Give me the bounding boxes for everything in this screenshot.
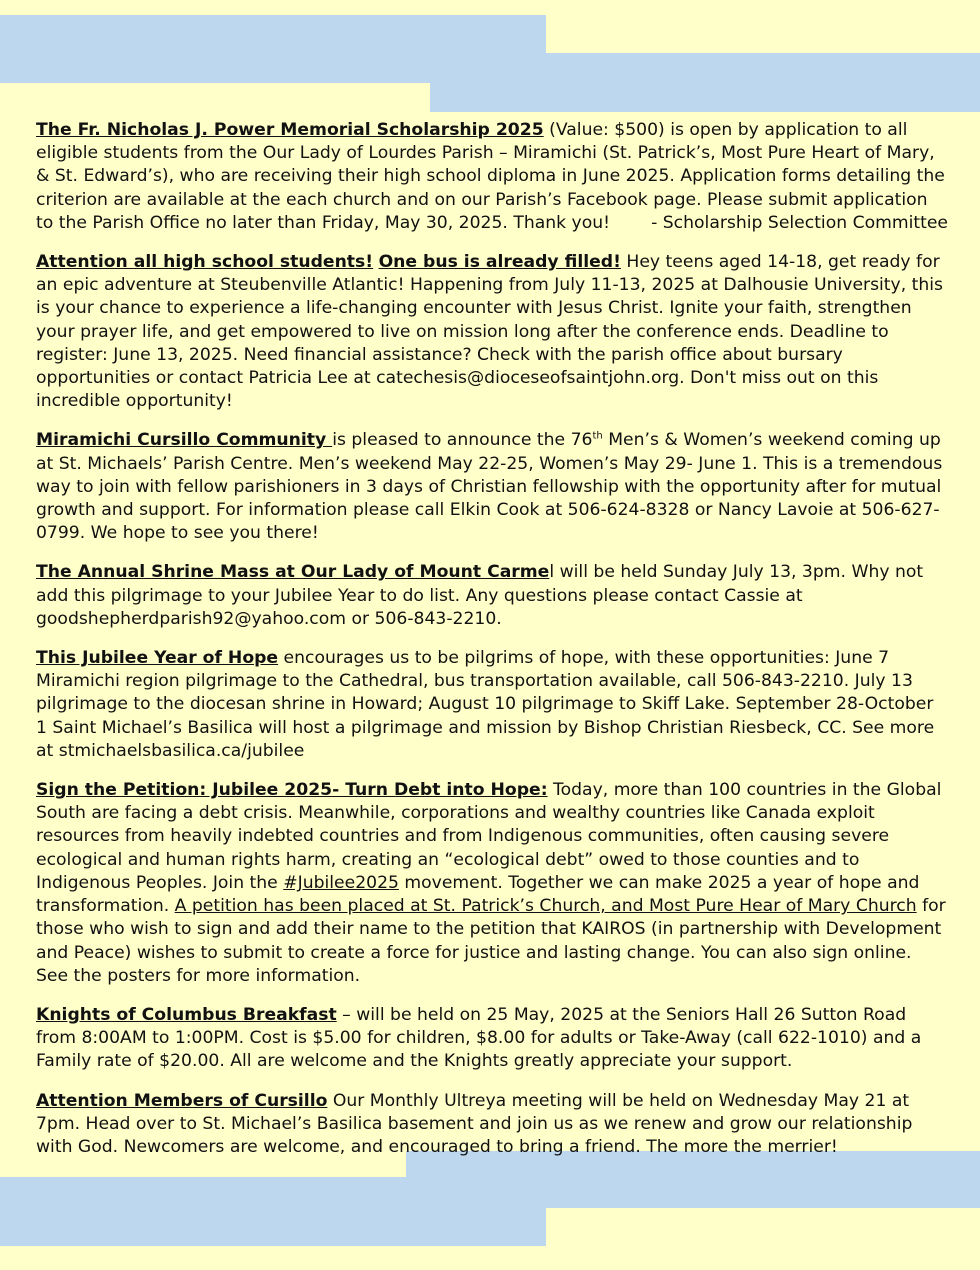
bus-filled-heading: One bus is already filled! bbox=[378, 252, 621, 273]
cursillo-body-a: is pleased to announce the 76 bbox=[332, 430, 593, 451]
ultreya-heading: Attention Members of Cursillo bbox=[36, 1090, 328, 1111]
scholarship-notice bbox=[36, 119, 948, 235]
petition-body-a: Today, more than 100 countries in the Global South are facing a debt crisis. Meanwhile, corporations and wealthy countries like Canada exploit resources from heavily indebted countries and from Indigenous communities, often causing severe ecological and human rights harm, creating an “ecological debt” owed to those counties and to Indigenous Peoples. Join the bbox=[36, 780, 942, 893]
ultreya-notice bbox=[36, 1090, 948, 1160]
bottom-band-left bbox=[0, 1177, 546, 1246]
jubilee-hashtag-link[interactable]: #Jubilee2025 bbox=[283, 872, 399, 893]
cursillo-superscript: th bbox=[592, 430, 603, 442]
scholarship-heading: The Fr. Nicholas J. Power Memorial Scholarship 2025 bbox=[36, 120, 544, 140]
top-band-right bbox=[430, 53, 980, 112]
knights-notice bbox=[36, 1004, 948, 1074]
knights-body: – will be held on 25 May, 2025 at the Seniors Hall 26 Sutton Road from 8:00AM to 1:00PM. Cost is $5.00 for children, $8.00 for adults or Take-Away (call 622-1010) and a Family rate of $20.00. All are welcome and the Knights greatly appreciate your support. bbox=[36, 1004, 922, 1072]
students-body: Hey teens aged 14-18, get ready for an epic adventure at Steubenville Atlantic! Happening from July 11-13, 2025 at Dalhousie University, this is your chance to experience a life-changing encounter with Jesus Christ. Ignite your faith, strengthen your prayer life, and get empowered to live on mission long after the conference ends. Deadline to register: June 13, 2025. Need financial assistance? Check with the parish office about bursary opportunities or contact Patricia Lee at catechesis@dioceseofsaintjohn.org. Don't miss out on this incredible opportunity! bbox=[36, 252, 944, 412]
petition-notice bbox=[36, 779, 948, 988]
knights-heading: Knights of Columbus Breakfast bbox=[36, 1004, 337, 1025]
scholarship-signature: - Scholarship Selection Committee bbox=[651, 212, 948, 233]
jubilee-heading: This Jubilee Year of Hope bbox=[36, 648, 279, 669]
petition-body-c: for those who wish to sign and add their name to the petition that KAIROS (in partnership with Development and Peace) wishes to submit to create a force for justice and lasting change. You can also sign online. See the posters for more information. bbox=[36, 896, 946, 986]
bulletin-content bbox=[36, 119, 948, 1175]
jubilee-notice bbox=[36, 647, 948, 763]
shrine-body: l will be held Sunday July 13, 3pm. Why not add this pilgrimage to your Jubilee Year to do list. Any questions please contact Cassie at goodshepherdparish92@yahoo.com or 506-843-2210. bbox=[36, 562, 924, 629]
students-heading: Attention all high school students! bbox=[36, 252, 374, 273]
cursillo-heading: Miramichi Cursillo Community bbox=[36, 430, 333, 451]
petition-heading: Sign the Petition: Jubilee 2025- Turn Debt into Hope: bbox=[36, 780, 548, 801]
petition-body-b: movement. Together we can make 2025 a year of hope and transformation. bbox=[36, 872, 920, 917]
petition-location-link[interactable]: A petition has been placed at St. Patrick’s Church, and Most Pure Hear of Mary Church bbox=[174, 896, 917, 917]
shrine-heading: The Annual Shrine Mass at Our Lady of Mount Carme bbox=[36, 562, 550, 583]
jubilee-body: encourages us to be pilgrims of hope, with these opportunities: June 7 Miramichi region pilgrimage to the Cathedral, bus transportation available, call 506-843-2210. July 13 pilgrimage to the diocesan shrine in Howard; August 10 pilgrimage to Skiff Lake. September 28-October 1 Saint Michael’s Basilica will host a pilgrimage and mission by Bishop Christian Riesbeck, CC. See more at stmichaelsbasilica.ca/jubilee bbox=[36, 648, 935, 761]
shrine-notice bbox=[36, 561, 948, 631]
cursillo-body-b: Men’s & Women’s weekend coming up at St. Michaels’ Parish Centre. Men’s weekend May 22-25, Women’s May 29- June 1. This is a tremendous way to join with fellow parishioners in 3 days of Christian fellowship with the opportunity after for mutual growth and support. For information please call Elkin Cook at 506-624-8328 or Nancy Lavoie at 506-627-0799. We hope to see you there! bbox=[36, 430, 943, 544]
ultreya-body: Our Monthly Ultreya meeting will be held on Wednesday May 21 at 7pm. Head over to St. Michael’s Basilica basement and join us as we renew and grow our relationship with God. Newcomers are welcome, and encouraged to bring a friend. The more the merrier! bbox=[36, 1090, 913, 1157]
students-notice bbox=[36, 251, 948, 413]
cursillo-notice bbox=[36, 429, 948, 545]
scholarship-body: (Value: $500) is open by application to all eligible students from the Our Lady of Lourdes Parish – Miramichi (St. Patrick’s, Most Pure Heart of Mary, & St. Edward’s), who are receiving their high school diploma in June 2025. Application forms detailing the criterion are available at the each church and on our Parish’s Facebook page. Please submit application to the Parish Office no later than Friday, May 30, 2025. Thank you! bbox=[36, 120, 945, 233]
